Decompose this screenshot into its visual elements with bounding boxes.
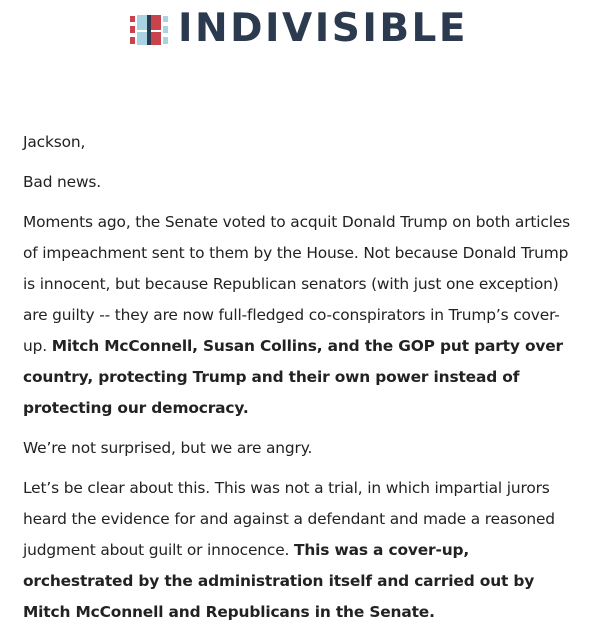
paragraph-acquittal-text: Moments ago, the Senate voted to acquit Donald Trump on both articles of impeachment sent to them by the House. Not because Donald Trump is innocent, but because Republican senators (with just one exception) are guilty -- they are now full-fledged co-conspirators in Trump’s cover-up. bbox=[23, 213, 571, 355]
indivisible-logo-icon bbox=[129, 12, 169, 48]
logo-wordmark: INDIVISIBLE bbox=[178, 6, 469, 51]
paragraph-cover-up-emphasis: This was a cover-up, orchestrated by the administration itself and carried out by Mitch McConnell and Republicans in the Senate. bbox=[23, 541, 535, 621]
paragraph-acquittal-emphasis: Mitch McConnell, Susan Collins, and the GOP put party over country, protecting Trump and their own power instead of protecting our democracy. bbox=[23, 337, 563, 417]
email-header bbox=[0, 0, 590, 60]
greeting: Jackson, bbox=[23, 133, 86, 151]
paragraph-acquittal bbox=[23, 207, 583, 424]
paragraph-cover-up-text: Let’s be clear about this. This was not a trial, in which impartial jurors heard the evidence for and against a defendant and made a reasoned judgment about guilt or innocence. bbox=[23, 479, 555, 559]
paragraph-cover-up bbox=[23, 473, 583, 628]
email-body bbox=[23, 127, 583, 637]
paragraph-angry: We’re not surprised, but we are angry. bbox=[23, 439, 313, 457]
paragraph-bad-news: Bad news. bbox=[23, 173, 102, 191]
